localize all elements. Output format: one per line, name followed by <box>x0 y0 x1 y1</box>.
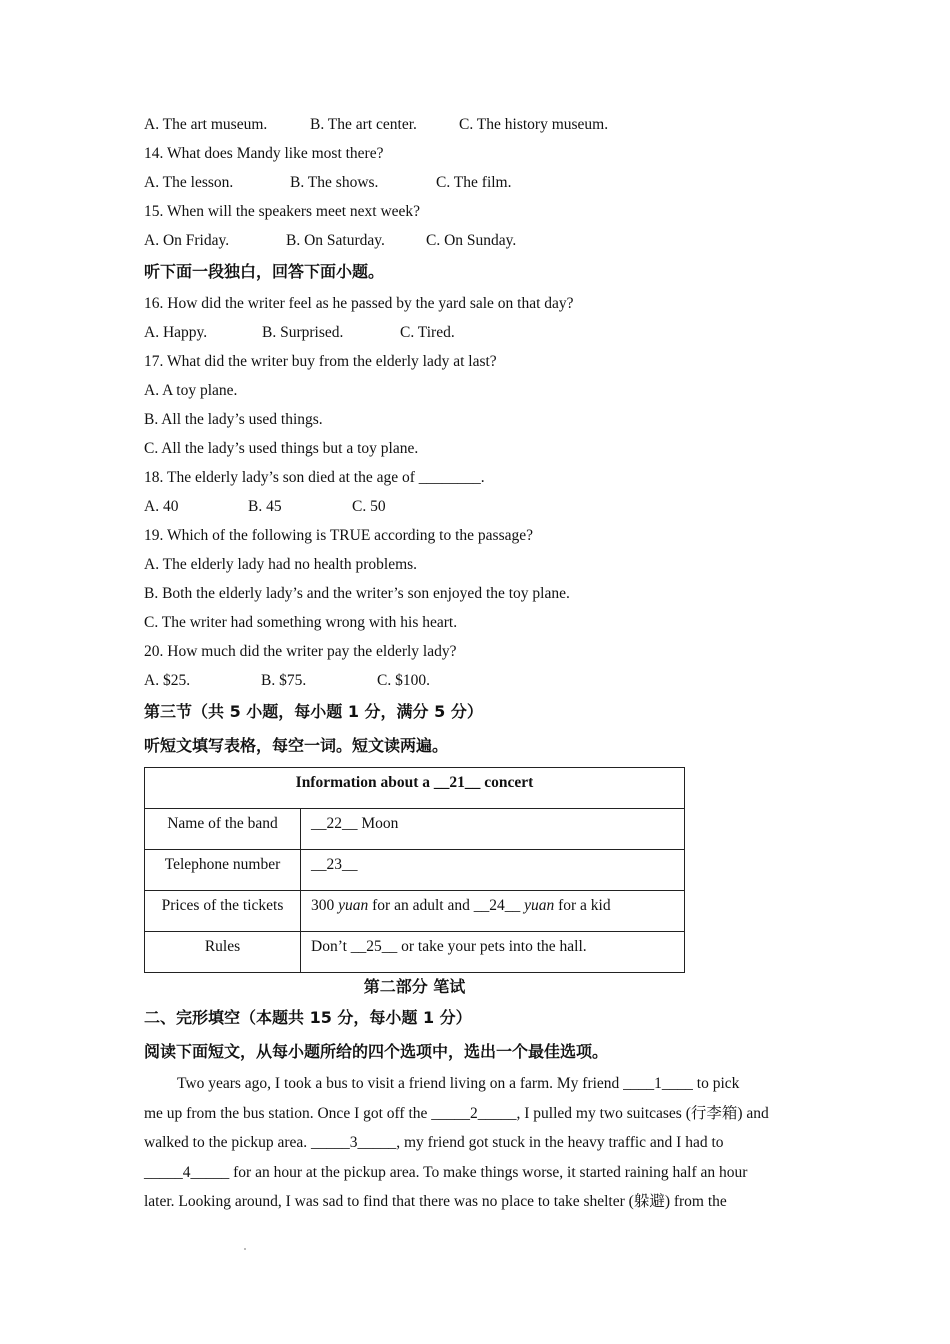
q20-options <box>144 666 814 695</box>
q13-option-a: A. The art museum. <box>144 116 268 133</box>
blank-3: _____3_____ <box>311 1134 397 1151</box>
price-mid-text: for an adult and <box>368 897 474 914</box>
q16-options <box>144 318 814 347</box>
passage-text: , my friend got stuck in the heavy traffic and I had to <box>396 1134 724 1151</box>
table-header-suffix: concert <box>480 774 534 791</box>
q18-option-b: B. 45 <box>248 498 282 515</box>
q13-options <box>144 110 814 139</box>
q15-option-a: A. On Friday. <box>144 232 230 249</box>
q14-option-a: A. The lesson. <box>144 174 234 191</box>
q14-option-b: B. The shows. <box>290 174 379 191</box>
blank-25: __25__ <box>350 938 398 955</box>
passage-text: me up from the bus station. Once I got off the <box>144 1104 432 1122</box>
q19-option-c: C. The writer had something wrong with his heart. <box>144 614 458 631</box>
passage-text: Two years ago, I took a bus to visit a friend living on a farm. My friend <box>177 1075 624 1092</box>
passage-text: to pick <box>692 1075 740 1092</box>
q20-option-c: C. $100. <box>377 672 430 689</box>
exam-page <box>144 110 814 1217</box>
rules-prefix: Don’t <box>311 938 351 955</box>
blank-24: __24__ <box>473 897 521 914</box>
q19-question: 19. Which of the following is TRUE according to the passage? <box>144 527 533 544</box>
q17-question: 17. What did the writer buy from the elderly lady at last? <box>144 353 497 370</box>
blank-22: __22__ <box>311 815 358 832</box>
row-label-telephone: Telephone number <box>145 850 301 891</box>
cloze-passage <box>144 1069 806 1217</box>
q14-option-c: C. The film. <box>436 174 512 191</box>
table-header-text: Information about a <box>295 774 434 791</box>
q15-options <box>144 226 814 255</box>
q16-option-c: C. Tired. <box>400 324 455 341</box>
q17-option-c: C. All the lady’s used things but a toy plane. <box>144 440 419 457</box>
section3-instruction: 听短文填写表格，每空一词。短文读两遍。 <box>144 736 449 755</box>
passage-text: later. Looking around, I was sad to find that there was no place to take shelter (躲避) from the <box>144 1193 727 1210</box>
table-header-cell <box>145 768 685 809</box>
q16-question: 16. How did the writer feel as he passed by the yard sale on that day? <box>144 295 574 312</box>
concert-info-table <box>144 767 685 973</box>
q14-options <box>144 168 814 197</box>
price-adult: 300 <box>311 897 339 914</box>
monologue-heading: 听下面一段独白，回答下面小题。 <box>144 262 385 281</box>
passage-text: walked to the pickup area. <box>144 1134 311 1151</box>
blank-2: _____2_____ <box>431 1104 517 1122</box>
q15-option-b: B. On Saturday. <box>286 232 385 249</box>
row-value-telephone <box>301 850 685 891</box>
q19-option-a: A. The elderly lady had no health problems. <box>144 556 418 573</box>
q15-option-c: C. On Sunday. <box>426 232 517 249</box>
q19-option-b: B. Both the elderly lady’s and the writer’s son enjoyed the toy plane. <box>144 585 570 602</box>
q17-option-b: B. All the lady’s used things. <box>144 411 323 428</box>
q17-option-a: A. A toy plane. <box>144 382 238 399</box>
blank-1: ____1____ <box>623 1075 693 1092</box>
row-value-band <box>301 809 685 850</box>
rules-suffix: or take your pets into the hall. <box>397 938 587 955</box>
cloze-instruction: 阅读下面短文，从每小题所给的四个选项中，选出一个最佳选项。 <box>144 1042 609 1061</box>
blank-4: _____4_____ <box>144 1163 230 1181</box>
row-label-rules: Rules <box>145 932 301 973</box>
part2-title: 第二部分 笔试 <box>363 977 466 996</box>
q20-option-b: B. $75. <box>261 672 307 689</box>
row-value-prices <box>301 891 685 932</box>
page-dot-mark <box>244 1248 246 1250</box>
table-row <box>145 850 685 891</box>
q15-question: 15. When will the speakers meet next week? <box>144 203 421 220</box>
blank-23: __23__ <box>311 856 358 873</box>
q18-question: 18. The elderly lady’s son died at the age of ________. <box>144 469 485 486</box>
table-row <box>145 932 685 973</box>
passage-text: for an hour at the pickup area. To make things worse, it started raining half an hour <box>229 1163 748 1181</box>
cloze-heading: 二、完形填空（本题共 15 分，每小题 1 分） <box>144 1008 472 1027</box>
q13-option-c: C. The history museum. <box>459 116 609 133</box>
q16-option-a: A. Happy. <box>144 324 208 341</box>
currency-yuan: yuan <box>524 897 555 914</box>
q14-question: 14. What does Mandy like most there? <box>144 145 384 162</box>
q20-option-a: A. $25. <box>144 672 191 689</box>
price-kid-text: for a kid <box>554 897 611 914</box>
passage-text: , I pulled my two suitcases (行李箱) and <box>516 1104 769 1122</box>
q18-options <box>144 492 814 521</box>
row-label-prices: Prices of the tickets <box>145 891 301 932</box>
row-label-band: Name of the band <box>145 809 301 850</box>
blank-21: __21__ <box>433 774 481 791</box>
q20-question: 20. How much did the writer pay the elderly lady? <box>144 643 457 660</box>
row-value-rules <box>301 932 685 973</box>
currency-yuan: yuan <box>338 897 369 914</box>
q13-option-b: B. The art center. <box>310 116 417 133</box>
q18-option-c: C. 50 <box>352 498 386 515</box>
table-row <box>145 891 685 932</box>
band-name-suffix: Moon <box>357 815 399 832</box>
table-header-row <box>145 768 685 809</box>
section3-heading: 第三节（共 5 小题，每小题 1 分，满分 5 分） <box>144 702 483 721</box>
q18-option-a: A. 40 <box>144 498 179 515</box>
q16-option-b: B. Surprised. <box>262 324 344 341</box>
table-row <box>145 809 685 850</box>
